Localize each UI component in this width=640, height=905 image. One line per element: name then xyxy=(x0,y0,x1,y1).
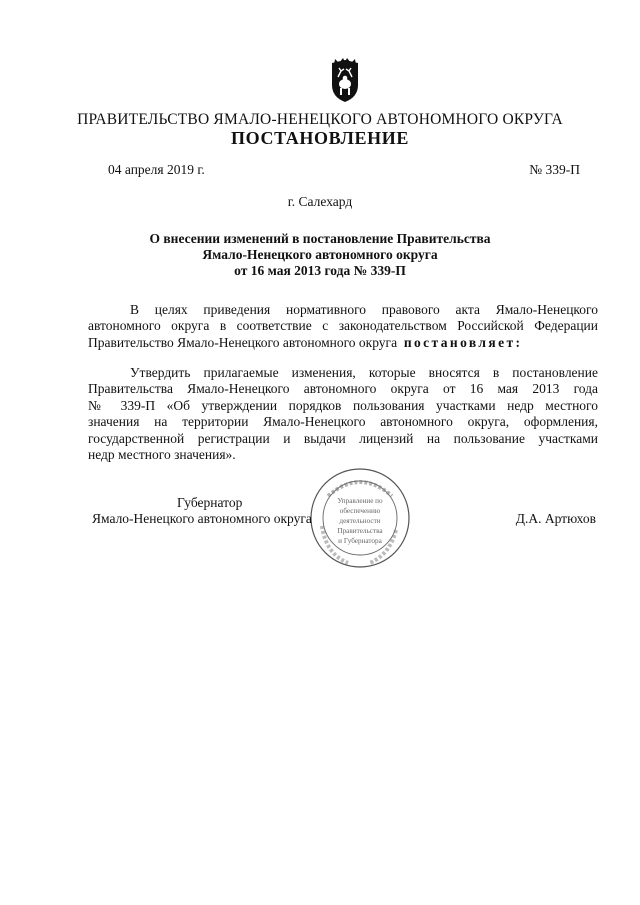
organization-name: ПРАВИТЕЛЬСТВО ЯМАЛО-НЕНЕЦКОГО АВТОНОМНОГО ОКРУГА xyxy=(77,111,563,128)
document-type: ПОСТАНОВЛЕНИЕ xyxy=(231,128,409,148)
document-date: 04 апреля 2019 г. xyxy=(108,162,205,177)
signatory-region: Ямало-Ненецкого автономного округа xyxy=(92,511,312,526)
signatory-name: Д.А. Артюхов xyxy=(515,511,596,526)
stamp-text: Правительства xyxy=(337,527,383,535)
paragraph-line: № 339-П «Об утверждении порядков пользования участками недр местного xyxy=(88,397,598,413)
paragraph-line: В целях приведения нормативного правового акта Ямало-Ненецкого xyxy=(130,302,598,317)
document-title xyxy=(0,231,640,279)
document-number: № 339-П xyxy=(529,162,580,177)
paragraph-line: значения на территории Ямало-Ненецкого автономного округа, оформления, xyxy=(88,414,598,430)
title-line: от 16 мая 2013 года № 339-П xyxy=(234,263,406,278)
resolution-paragraph xyxy=(88,365,598,463)
resolution-keyword: постановляет: xyxy=(403,334,523,350)
paragraph-line: автономного округа в соответствие с законодательством Российской Федерации xyxy=(88,318,598,334)
title-line: О внесении изменений в постановление Правительства xyxy=(149,231,491,246)
paragraph-line: недр местного значения». xyxy=(88,447,236,463)
official-stamp xyxy=(308,466,412,570)
stamp-text: и Губернатора xyxy=(338,537,382,545)
title-line: Ямало-Ненецкого автономного округа xyxy=(202,247,438,262)
stamp-text: Управление по xyxy=(337,497,383,505)
document-city: г. Салехард xyxy=(287,194,353,209)
preamble-paragraph xyxy=(88,302,598,351)
paragraph-text: Правительство Ямало-Ненецкого автономного округа xyxy=(88,334,398,350)
coat-of-arms-icon xyxy=(327,57,363,103)
stamp-text: деятельности xyxy=(339,517,381,525)
paragraph-line: Утвердить прилагаемые изменения, которые вносятся в постановление xyxy=(130,365,598,380)
paragraph-line: государственной регистрации и выдачи лицензий на пользование участками xyxy=(88,430,598,446)
signatory-position: Губернатор xyxy=(177,495,243,510)
paragraph-line xyxy=(88,335,598,351)
paragraph-line: Правительства Ямало-Ненецкого автономного округа от 16 мая 2013 года xyxy=(88,381,598,397)
stamp-text: обеспечению xyxy=(339,507,381,515)
